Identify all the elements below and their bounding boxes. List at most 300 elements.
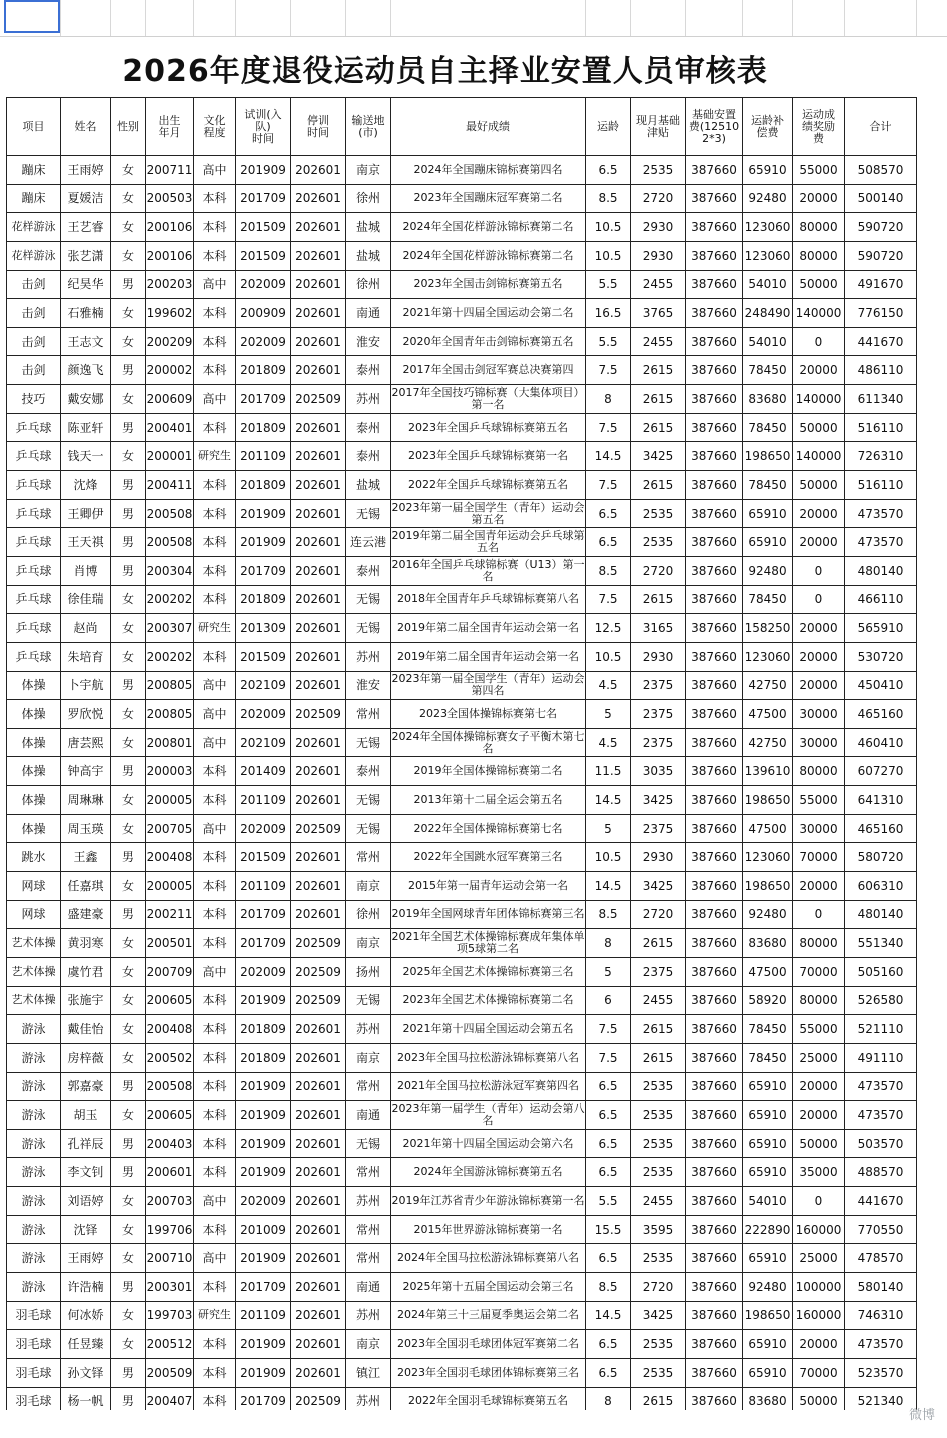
cell-seniority-fee[interactable]: 58920 bbox=[743, 986, 793, 1015]
cell-seniority-fee[interactable]: 65910 bbox=[743, 499, 793, 528]
cell-birth[interactable]: 200202 bbox=[146, 585, 194, 614]
cell-project[interactable]: 乒乓球 bbox=[7, 642, 61, 671]
cell-best-result[interactable]: 2020年全国青年击剑锦标赛第五名 bbox=[391, 327, 586, 356]
cell-trial-time[interactable]: 201809 bbox=[236, 356, 291, 385]
cell-origin-city[interactable]: 泰州 bbox=[346, 442, 391, 471]
cell-birth[interactable]: 200605 bbox=[146, 1101, 194, 1130]
cell-birth[interactable]: 200401 bbox=[146, 413, 194, 442]
cell-name[interactable]: 沈铎 bbox=[61, 1215, 111, 1244]
cell-gender[interactable]: 女 bbox=[111, 184, 146, 213]
cell-gender[interactable]: 女 bbox=[111, 327, 146, 356]
cell-stop-time[interactable]: 202601 bbox=[291, 872, 346, 901]
cell-birth[interactable]: 200411 bbox=[146, 471, 194, 500]
cell-best-result[interactable]: 2025年第十五届全国运动会第三名 bbox=[391, 1272, 586, 1301]
cell-origin-city[interactable]: 苏州 bbox=[346, 385, 391, 414]
cell-monthly-allowance[interactable]: 2930 bbox=[631, 213, 686, 242]
cell-base-fee[interactable]: 387660 bbox=[686, 1330, 743, 1359]
cell-education[interactable]: 研究生 bbox=[194, 614, 236, 643]
cell-stop-time[interactable]: 202601 bbox=[291, 843, 346, 872]
cell-trial-time[interactable]: 201009 bbox=[236, 1215, 291, 1244]
cell-total[interactable]: 516110 bbox=[845, 413, 917, 442]
cell-monthly-allowance[interactable]: 3595 bbox=[631, 1215, 686, 1244]
cell-origin-city[interactable]: 无锡 bbox=[346, 585, 391, 614]
cell-seniority-fee[interactable]: 78450 bbox=[743, 356, 793, 385]
cell-best-result[interactable]: 2019年第二届全国青年运动会第一名 bbox=[391, 614, 586, 643]
cell-gender[interactable]: 男 bbox=[111, 556, 146, 585]
cell-best-result[interactable]: 2015年第一届青年运动会第一名 bbox=[391, 872, 586, 901]
cell-education[interactable]: 本科 bbox=[194, 1101, 236, 1130]
cell-years[interactable]: 6.5 bbox=[586, 1129, 631, 1158]
cell-award-fee[interactable]: 50000 bbox=[793, 471, 845, 500]
cell-education[interactable]: 本科 bbox=[194, 241, 236, 270]
cell-trial-time[interactable]: 201109 bbox=[236, 872, 291, 901]
cell-award-fee[interactable]: 160000 bbox=[793, 1215, 845, 1244]
cell-base-fee[interactable]: 387660 bbox=[686, 814, 743, 843]
cell-birth[interactable]: 200512 bbox=[146, 1330, 194, 1359]
cell-best-result[interactable]: 2023年全国马拉松游泳锦标赛第八名 bbox=[391, 1043, 586, 1072]
cell-trial-time[interactable]: 201809 bbox=[236, 413, 291, 442]
cell-birth[interactable]: 200508 bbox=[146, 1072, 194, 1101]
cell-name[interactable]: 张施宇 bbox=[61, 986, 111, 1015]
cell-seniority-fee[interactable]: 47500 bbox=[743, 814, 793, 843]
cell-years[interactable]: 5.5 bbox=[586, 270, 631, 299]
cell-project[interactable]: 羽毛球 bbox=[7, 1301, 61, 1330]
cell-birth[interactable]: 200001 bbox=[146, 442, 194, 471]
cell-stop-time[interactable]: 202601 bbox=[291, 556, 346, 585]
cell-trial-time[interactable]: 201109 bbox=[236, 1301, 291, 1330]
cell-birth[interactable]: 200005 bbox=[146, 786, 194, 815]
cell-best-result[interactable]: 2024年全国游泳锦标赛第五名 bbox=[391, 1158, 586, 1187]
cell-origin-city[interactable]: 苏州 bbox=[346, 1015, 391, 1044]
cell-seniority-fee[interactable]: 139610 bbox=[743, 757, 793, 786]
cell-name[interactable]: 刘语婷 bbox=[61, 1187, 111, 1216]
cell-base-fee[interactable]: 387660 bbox=[686, 471, 743, 500]
cell-origin-city[interactable]: 徐州 bbox=[346, 900, 391, 929]
cell-total[interactable]: 770550 bbox=[845, 1215, 917, 1244]
cell-origin-city[interactable]: 无锡 bbox=[346, 499, 391, 528]
cell-monthly-allowance[interactable]: 2455 bbox=[631, 986, 686, 1015]
cell-name[interactable]: 戴佳怡 bbox=[61, 1015, 111, 1044]
cell-trial-time[interactable]: 201509 bbox=[236, 843, 291, 872]
cell-trial-time[interactable]: 200909 bbox=[236, 299, 291, 328]
cell-stop-time[interactable]: 202601 bbox=[291, 471, 346, 500]
cell-project[interactable]: 乒乓球 bbox=[7, 442, 61, 471]
cell-gender[interactable]: 男 bbox=[111, 1358, 146, 1387]
cell-best-result[interactable]: 2024年第三十三届夏季奥运会第二名 bbox=[391, 1301, 586, 1330]
cell-project[interactable]: 艺术体操 bbox=[7, 929, 61, 958]
cell-best-result[interactable]: 2019年全国网球青年团体锦标赛第三名 bbox=[391, 900, 586, 929]
cell-name[interactable]: 肖博 bbox=[61, 556, 111, 585]
cell-total[interactable]: 450410 bbox=[845, 671, 917, 700]
cell-monthly-allowance[interactable]: 2375 bbox=[631, 728, 686, 757]
cell-years[interactable]: 12.5 bbox=[586, 614, 631, 643]
cell-name[interactable]: 王雨婷 bbox=[61, 1244, 111, 1273]
cell-name[interactable]: 任昱臻 bbox=[61, 1330, 111, 1359]
cell-project[interactable]: 游泳 bbox=[7, 1244, 61, 1273]
cell-years[interactable]: 8.5 bbox=[586, 900, 631, 929]
cell-gender[interactable]: 女 bbox=[111, 1101, 146, 1130]
cell-best-result[interactable]: 2017年全国技巧锦标赛（大集体项目）第一名 bbox=[391, 385, 586, 414]
cell-origin-city[interactable]: 常州 bbox=[346, 700, 391, 729]
cell-gender[interactable]: 女 bbox=[111, 614, 146, 643]
cell-monthly-allowance[interactable]: 2535 bbox=[631, 1072, 686, 1101]
cell-project[interactable]: 花样游泳 bbox=[7, 213, 61, 242]
cell-best-result[interactable]: 2021年全国马拉松游泳冠军赛第四名 bbox=[391, 1072, 586, 1101]
cell-name[interactable]: 钱天一 bbox=[61, 442, 111, 471]
cell-best-result[interactable]: 2024年全国体操锦标赛女子平衡木第七名 bbox=[391, 728, 586, 757]
cell-years[interactable]: 7.5 bbox=[586, 471, 631, 500]
cell-education[interactable]: 本科 bbox=[194, 1129, 236, 1158]
cell-birth[interactable]: 200508 bbox=[146, 528, 194, 557]
cell-gender[interactable]: 女 bbox=[111, 986, 146, 1015]
cell-name[interactable]: 纪昊华 bbox=[61, 270, 111, 299]
cell-award-fee[interactable]: 20000 bbox=[793, 184, 845, 213]
cell-base-fee[interactable]: 387660 bbox=[686, 585, 743, 614]
cell-award-fee[interactable]: 80000 bbox=[793, 213, 845, 242]
cell-seniority-fee[interactable]: 65910 bbox=[743, 1101, 793, 1130]
cell-years[interactable]: 7.5 bbox=[586, 1015, 631, 1044]
cell-years[interactable]: 5.5 bbox=[586, 1187, 631, 1216]
cell-base-fee[interactable]: 387660 bbox=[686, 385, 743, 414]
cell-education[interactable]: 高中 bbox=[194, 671, 236, 700]
cell-best-result[interactable]: 2023年第一届全国学生（青年）运动会第五名 bbox=[391, 499, 586, 528]
cell-best-result[interactable]: 2021年第十四届全国运动会第六名 bbox=[391, 1129, 586, 1158]
cell-base-fee[interactable]: 387660 bbox=[686, 270, 743, 299]
cell-stop-time[interactable]: 202601 bbox=[291, 1129, 346, 1158]
cell-name[interactable]: 石雅楠 bbox=[61, 299, 111, 328]
cell-education[interactable]: 高中 bbox=[194, 814, 236, 843]
cell-total[interactable]: 491670 bbox=[845, 270, 917, 299]
cell-origin-city[interactable]: 无锡 bbox=[346, 1129, 391, 1158]
cell-origin-city[interactable]: 盐城 bbox=[346, 241, 391, 270]
cell-seniority-fee[interactable]: 92480 bbox=[743, 556, 793, 585]
cell-trial-time[interactable]: 201709 bbox=[236, 929, 291, 958]
cell-best-result[interactable]: 2024年全国蹦床锦标赛第四名 bbox=[391, 156, 586, 185]
cell-seniority-fee[interactable]: 78450 bbox=[743, 585, 793, 614]
cell-project[interactable]: 技巧 bbox=[7, 385, 61, 414]
cell-monthly-allowance[interactable]: 3425 bbox=[631, 442, 686, 471]
cell-birth[interactable]: 200301 bbox=[146, 1272, 194, 1301]
cell-award-fee[interactable]: 0 bbox=[793, 1187, 845, 1216]
cell-monthly-allowance[interactable]: 2615 bbox=[631, 471, 686, 500]
cell-award-fee[interactable]: 160000 bbox=[793, 1301, 845, 1330]
cell-award-fee[interactable]: 140000 bbox=[793, 385, 845, 414]
cell-total[interactable]: 516110 bbox=[845, 471, 917, 500]
cell-origin-city[interactable]: 镇江 bbox=[346, 1358, 391, 1387]
cell-project[interactable]: 游泳 bbox=[7, 1215, 61, 1244]
cell-stop-time[interactable]: 202509 bbox=[291, 929, 346, 958]
cell-total[interactable]: 607270 bbox=[845, 757, 917, 786]
cell-education[interactable]: 高中 bbox=[194, 957, 236, 986]
cell-education[interactable]: 研究生 bbox=[194, 1301, 236, 1330]
cell-project[interactable]: 网球 bbox=[7, 900, 61, 929]
cell-seniority-fee[interactable]: 42750 bbox=[743, 671, 793, 700]
cell-monthly-allowance[interactable]: 2615 bbox=[631, 1387, 686, 1416]
cell-stop-time[interactable]: 202601 bbox=[291, 585, 346, 614]
cell-origin-city[interactable]: 常州 bbox=[346, 1244, 391, 1273]
cell-name[interactable]: 卜宇航 bbox=[61, 671, 111, 700]
cell-education[interactable]: 本科 bbox=[194, 1358, 236, 1387]
cell-total[interactable]: 491110 bbox=[845, 1043, 917, 1072]
cell-education[interactable]: 本科 bbox=[194, 1072, 236, 1101]
cell-seniority-fee[interactable]: 78450 bbox=[743, 413, 793, 442]
cell-trial-time[interactable]: 201909 bbox=[236, 1101, 291, 1130]
cell-total[interactable]: 508570 bbox=[845, 156, 917, 185]
cell-trial-time[interactable]: 201909 bbox=[236, 1072, 291, 1101]
cell-base-fee[interactable]: 387660 bbox=[686, 1158, 743, 1187]
cell-gender[interactable]: 女 bbox=[111, 442, 146, 471]
cell-award-fee[interactable]: 20000 bbox=[793, 642, 845, 671]
cell-best-result[interactable]: 2023年全国羽毛球团体锦标赛第三名 bbox=[391, 1358, 586, 1387]
cell-gender[interactable]: 男 bbox=[111, 1158, 146, 1187]
cell-origin-city[interactable]: 南京 bbox=[346, 872, 391, 901]
cell-seniority-fee[interactable]: 47500 bbox=[743, 957, 793, 986]
cell-best-result[interactable]: 2019年第二届全国青年运动会第一名 bbox=[391, 642, 586, 671]
cell-base-fee[interactable]: 387660 bbox=[686, 1272, 743, 1301]
cell-base-fee[interactable]: 387660 bbox=[686, 1358, 743, 1387]
cell-project[interactable]: 游泳 bbox=[7, 1129, 61, 1158]
cell-total[interactable]: 580720 bbox=[845, 843, 917, 872]
cell-seniority-fee[interactable]: 78450 bbox=[743, 1043, 793, 1072]
cell-birth[interactable]: 200003 bbox=[146, 757, 194, 786]
cell-total[interactable]: 505160 bbox=[845, 957, 917, 986]
cell-project[interactable]: 击剑 bbox=[7, 270, 61, 299]
cell-education[interactable]: 高中 bbox=[194, 728, 236, 757]
cell-seniority-fee[interactable]: 83680 bbox=[743, 929, 793, 958]
cell-gender[interactable]: 女 bbox=[111, 241, 146, 270]
cell-seniority-fee[interactable]: 65910 bbox=[743, 1072, 793, 1101]
cell-name[interactable]: 孔祥辰 bbox=[61, 1129, 111, 1158]
cell-education[interactable]: 本科 bbox=[194, 585, 236, 614]
cell-project[interactable]: 乒乓球 bbox=[7, 614, 61, 643]
cell-seniority-fee[interactable]: 92480 bbox=[743, 1272, 793, 1301]
cell-seniority-fee[interactable]: 54010 bbox=[743, 327, 793, 356]
cell-stop-time[interactable]: 202601 bbox=[291, 528, 346, 557]
cell-birth[interactable]: 200705 bbox=[146, 814, 194, 843]
cell-base-fee[interactable]: 387660 bbox=[686, 671, 743, 700]
cell-award-fee[interactable]: 0 bbox=[793, 327, 845, 356]
cell-monthly-allowance[interactable]: 2615 bbox=[631, 585, 686, 614]
cell-best-result[interactable]: 2023年全国蹦床冠军赛第二名 bbox=[391, 184, 586, 213]
cell-monthly-allowance[interactable]: 2535 bbox=[631, 1330, 686, 1359]
cell-trial-time[interactable]: 202009 bbox=[236, 957, 291, 986]
cell-best-result[interactable]: 2024年全国花样游泳锦标赛第二名 bbox=[391, 213, 586, 242]
cell-gender[interactable]: 男 bbox=[111, 413, 146, 442]
cell-seniority-fee[interactable]: 123060 bbox=[743, 843, 793, 872]
cell-base-fee[interactable]: 387660 bbox=[686, 1187, 743, 1216]
cell-stop-time[interactable]: 202601 bbox=[291, 270, 346, 299]
cell-years[interactable]: 14.5 bbox=[586, 442, 631, 471]
cell-gender[interactable]: 女 bbox=[111, 156, 146, 185]
cell-name[interactable]: 朱培育 bbox=[61, 642, 111, 671]
cell-award-fee[interactable]: 50000 bbox=[793, 1129, 845, 1158]
cell-trial-time[interactable]: 202009 bbox=[236, 327, 291, 356]
cell-name[interactable]: 许浩楠 bbox=[61, 1272, 111, 1301]
cell-best-result[interactable]: 2021年第十四届全国运动会第二名 bbox=[391, 299, 586, 328]
cell-years[interactable]: 10.5 bbox=[586, 843, 631, 872]
cell-birth[interactable]: 200408 bbox=[146, 1015, 194, 1044]
cell-base-fee[interactable]: 387660 bbox=[686, 757, 743, 786]
cell-seniority-fee[interactable]: 65910 bbox=[743, 156, 793, 185]
cell-award-fee[interactable]: 20000 bbox=[793, 499, 845, 528]
cell-origin-city[interactable]: 无锡 bbox=[346, 786, 391, 815]
cell-name[interactable]: 郭嘉豪 bbox=[61, 1072, 111, 1101]
cell-gender[interactable]: 男 bbox=[111, 1072, 146, 1101]
cell-stop-time[interactable]: 202601 bbox=[291, 1043, 346, 1072]
cell-name[interactable]: 王卿伊 bbox=[61, 499, 111, 528]
cell-birth[interactable]: 199706 bbox=[146, 1215, 194, 1244]
cell-origin-city[interactable]: 淮安 bbox=[346, 671, 391, 700]
cell-total[interactable]: 580140 bbox=[845, 1272, 917, 1301]
cell-base-fee[interactable]: 387660 bbox=[686, 1043, 743, 1072]
cell-award-fee[interactable]: 20000 bbox=[793, 872, 845, 901]
cell-name[interactable]: 颜逸飞 bbox=[61, 356, 111, 385]
cell-years[interactable]: 6.5 bbox=[586, 1330, 631, 1359]
cell-birth[interactable]: 200304 bbox=[146, 556, 194, 585]
cell-project[interactable]: 游泳 bbox=[7, 1158, 61, 1187]
cell-stop-time[interactable]: 202509 bbox=[291, 385, 346, 414]
cell-stop-time[interactable]: 202509 bbox=[291, 700, 346, 729]
cell-total[interactable]: 776150 bbox=[845, 299, 917, 328]
cell-seniority-fee[interactable]: 65910 bbox=[743, 1330, 793, 1359]
cell-award-fee[interactable]: 70000 bbox=[793, 957, 845, 986]
cell-trial-time[interactable]: 201909 bbox=[236, 1129, 291, 1158]
cell-stop-time[interactable]: 202601 bbox=[291, 728, 346, 757]
cell-base-fee[interactable]: 387660 bbox=[686, 528, 743, 557]
cell-award-fee[interactable]: 0 bbox=[793, 900, 845, 929]
cell-project[interactable]: 体操 bbox=[7, 671, 61, 700]
cell-trial-time[interactable]: 201409 bbox=[236, 757, 291, 786]
cell-monthly-allowance[interactable]: 2535 bbox=[631, 528, 686, 557]
cell-seniority-fee[interactable]: 54010 bbox=[743, 1187, 793, 1216]
cell-origin-city[interactable]: 南京 bbox=[346, 1043, 391, 1072]
cell-trial-time[interactable]: 201809 bbox=[236, 1043, 291, 1072]
cell-stop-time[interactable]: 202601 bbox=[291, 356, 346, 385]
cell-base-fee[interactable]: 387660 bbox=[686, 1387, 743, 1416]
cell-project[interactable]: 游泳 bbox=[7, 1187, 61, 1216]
cell-years[interactable]: 8.5 bbox=[586, 556, 631, 585]
cell-origin-city[interactable]: 苏州 bbox=[346, 1387, 391, 1416]
cell-total[interactable]: 521110 bbox=[845, 1015, 917, 1044]
cell-gender[interactable]: 女 bbox=[111, 872, 146, 901]
cell-stop-time[interactable]: 202601 bbox=[291, 1215, 346, 1244]
cell-birth[interactable]: 200203 bbox=[146, 270, 194, 299]
cell-birth[interactable]: 200501 bbox=[146, 929, 194, 958]
cell-education[interactable]: 高中 bbox=[194, 1244, 236, 1273]
cell-stop-time[interactable]: 202601 bbox=[291, 786, 346, 815]
cell-award-fee[interactable]: 140000 bbox=[793, 442, 845, 471]
cell-seniority-fee[interactable]: 198650 bbox=[743, 872, 793, 901]
cell-years[interactable]: 5 bbox=[586, 957, 631, 986]
cell-total[interactable]: 523570 bbox=[845, 1358, 917, 1387]
cell-origin-city[interactable]: 淮安 bbox=[346, 327, 391, 356]
cell-base-fee[interactable]: 387660 bbox=[686, 413, 743, 442]
cell-seniority-fee[interactable]: 65910 bbox=[743, 1244, 793, 1273]
cell-base-fee[interactable]: 387660 bbox=[686, 843, 743, 872]
cell-years[interactable]: 6 bbox=[586, 986, 631, 1015]
cell-birth[interactable]: 200503 bbox=[146, 184, 194, 213]
cell-years[interactable]: 6.5 bbox=[586, 528, 631, 557]
cell-award-fee[interactable]: 70000 bbox=[793, 1358, 845, 1387]
cell-gender[interactable]: 女 bbox=[111, 1215, 146, 1244]
cell-monthly-allowance[interactable]: 2615 bbox=[631, 385, 686, 414]
cell-name[interactable]: 徐佳瑞 bbox=[61, 585, 111, 614]
cell-seniority-fee[interactable]: 92480 bbox=[743, 900, 793, 929]
cell-best-result[interactable]: 2024年全国马拉松游泳锦标赛第八名 bbox=[391, 1244, 586, 1273]
cell-education[interactable]: 本科 bbox=[194, 327, 236, 356]
cell-years[interactable]: 6.5 bbox=[586, 1158, 631, 1187]
cell-award-fee[interactable]: 20000 bbox=[793, 1101, 845, 1130]
cell-monthly-allowance[interactable]: 2615 bbox=[631, 929, 686, 958]
cell-project[interactable]: 体操 bbox=[7, 757, 61, 786]
cell-best-result[interactable]: 2022年全国乒乓球锦标赛第五名 bbox=[391, 471, 586, 500]
cell-base-fee[interactable]: 387660 bbox=[686, 1072, 743, 1101]
cell-total[interactable]: 486110 bbox=[845, 356, 917, 385]
cell-stop-time[interactable]: 202509 bbox=[291, 814, 346, 843]
cell-birth[interactable]: 200801 bbox=[146, 728, 194, 757]
cell-education[interactable]: 本科 bbox=[194, 556, 236, 585]
cell-project[interactable]: 乒乓球 bbox=[7, 499, 61, 528]
cell-total[interactable]: 641310 bbox=[845, 786, 917, 815]
cell-award-fee[interactable]: 20000 bbox=[793, 614, 845, 643]
cell-stop-time[interactable]: 202601 bbox=[291, 757, 346, 786]
cell-project[interactable]: 乒乓球 bbox=[7, 413, 61, 442]
cell-project[interactable]: 乒乓球 bbox=[7, 528, 61, 557]
cell-stop-time[interactable]: 202601 bbox=[291, 1244, 346, 1273]
cell-stop-time[interactable]: 202601 bbox=[291, 1358, 346, 1387]
cell-name[interactable]: 陈亚轩 bbox=[61, 413, 111, 442]
cell-best-result[interactable]: 2023全国体操锦标赛第七名 bbox=[391, 700, 586, 729]
cell-gender[interactable]: 女 bbox=[111, 786, 146, 815]
cell-trial-time[interactable]: 202009 bbox=[236, 1187, 291, 1216]
cell-award-fee[interactable]: 50000 bbox=[793, 413, 845, 442]
cell-trial-time[interactable]: 201909 bbox=[236, 499, 291, 528]
cell-award-fee[interactable]: 140000 bbox=[793, 299, 845, 328]
cell-origin-city[interactable]: 无锡 bbox=[346, 614, 391, 643]
cell-trial-time[interactable]: 201909 bbox=[236, 1158, 291, 1187]
cell-birth[interactable]: 200703 bbox=[146, 1187, 194, 1216]
cell-years[interactable]: 10.5 bbox=[586, 241, 631, 270]
cell-education[interactable]: 本科 bbox=[194, 413, 236, 442]
cell-best-result[interactable]: 2023年全国乒乓球锦标赛第五名 bbox=[391, 413, 586, 442]
cell-seniority-fee[interactable]: 158250 bbox=[743, 614, 793, 643]
cell-birth[interactable]: 200711 bbox=[146, 156, 194, 185]
cell-years[interactable]: 8 bbox=[586, 1387, 631, 1416]
cell-education[interactable]: 本科 bbox=[194, 299, 236, 328]
cell-award-fee[interactable]: 25000 bbox=[793, 1244, 845, 1273]
cell-education[interactable]: 本科 bbox=[194, 1158, 236, 1187]
cell-monthly-allowance[interactable]: 2535 bbox=[631, 1101, 686, 1130]
cell-monthly-allowance[interactable]: 2720 bbox=[631, 1272, 686, 1301]
cell-total[interactable]: 441670 bbox=[845, 1187, 917, 1216]
cell-years[interactable]: 14.5 bbox=[586, 786, 631, 815]
cell-education[interactable]: 本科 bbox=[194, 642, 236, 671]
cell-monthly-allowance[interactable]: 2375 bbox=[631, 957, 686, 986]
cell-origin-city[interactable]: 常州 bbox=[346, 1215, 391, 1244]
cell-trial-time[interactable]: 201909 bbox=[236, 1358, 291, 1387]
cell-gender[interactable]: 女 bbox=[111, 1244, 146, 1273]
cell-education[interactable]: 本科 bbox=[194, 213, 236, 242]
cell-project[interactable]: 体操 bbox=[7, 814, 61, 843]
cell-award-fee[interactable]: 20000 bbox=[793, 528, 845, 557]
cell-monthly-allowance[interactable]: 2720 bbox=[631, 184, 686, 213]
cell-gender[interactable]: 女 bbox=[111, 213, 146, 242]
cell-monthly-allowance[interactable]: 2930 bbox=[631, 843, 686, 872]
cell-project[interactable]: 击剑 bbox=[7, 327, 61, 356]
cell-years[interactable]: 8 bbox=[586, 385, 631, 414]
cell-total[interactable]: 473570 bbox=[845, 528, 917, 557]
cell-total[interactable]: 473570 bbox=[845, 499, 917, 528]
